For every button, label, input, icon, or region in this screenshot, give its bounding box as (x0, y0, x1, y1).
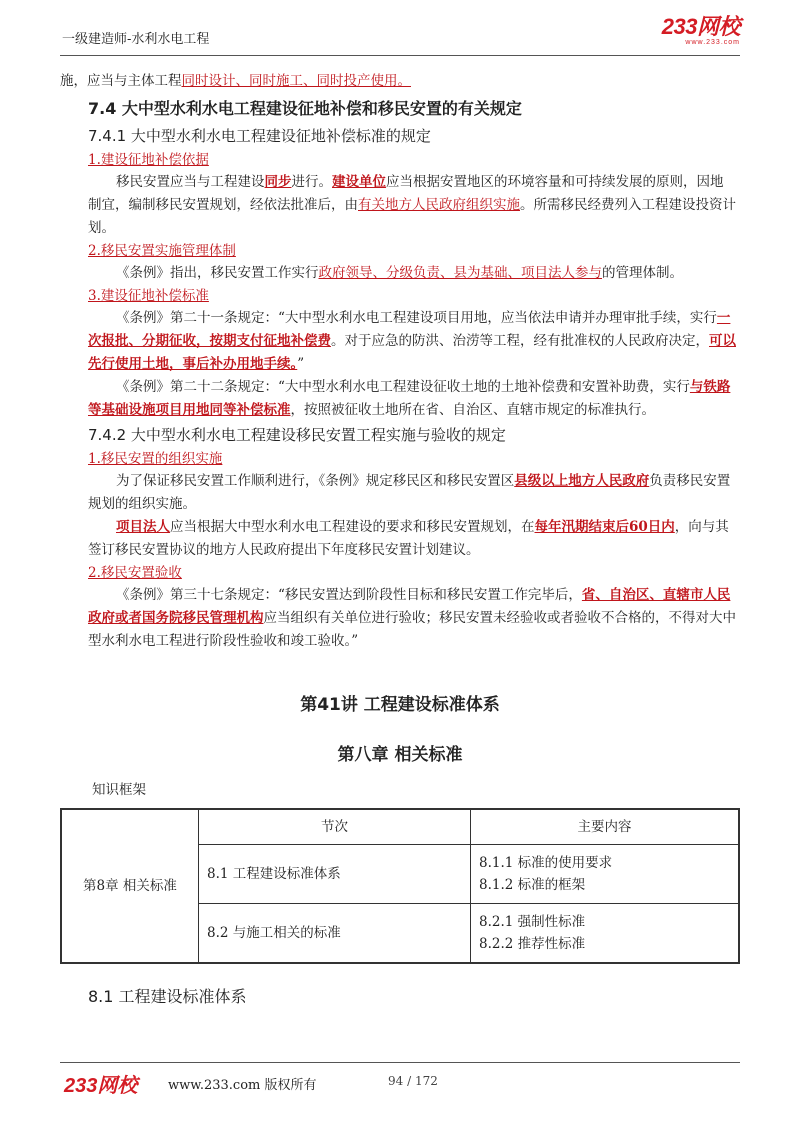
content-item: 8.2.2 推荐性标准 (479, 936, 586, 952)
paragraph-s1: 移民安置应当与工程建设同步进行。建设单位应当根据安置地区的环境容量和可持续发展的原则，因地制宜，编制移民安置规划，经依法批准后，由有关地方人民政府组织实施。所需移民经费列入工程建设投资计划。 (88, 174, 736, 236)
paragraph-s3-1: 《条例》第二十一条规定：“大中型水利水电工程建设项目用地，应当依法申请并办理审批手续，实行一次报批、分期征收，按期支付征地补偿费。对于应急的防洪、治涝等工程，经有批准权的人民政府决定，可以先行使用土地，事后补办用地手续。” (88, 310, 736, 372)
framework-label: 知识框架 (92, 782, 146, 798)
lecture-title: 第41讲 工程建设标准体系 (300, 695, 500, 715)
chapter-cell: 第8章 相关标准 (61, 809, 199, 963)
brand-logo-text: 233网校 (661, 14, 740, 39)
intro-highlight: 同时设计、同时施工、同时投产使用。 (181, 73, 411, 89)
paragraph-s2: 《条例》指出，移民安置工作实行政府领导、分级负责、县为基础、项目法人参与的管理体制。 (116, 265, 683, 281)
section-cell: 8.1 工程建设标准体系 (199, 845, 471, 904)
heading-7-4-2: 7.4.2 大中型水利水电工程建设移民安置工程实施与验收的规定 (88, 426, 506, 444)
content-item: 8.1.2 标准的框架 (479, 877, 586, 893)
header-section: 节次 (199, 809, 471, 845)
paragraph-t1-1: 为了保证移民安置工作顺利进行，《条例》规定移民区和移民安置区县级以上地方人民政府负责移民安置规划的组织实施。 (88, 473, 731, 512)
footer-divider (60, 1062, 740, 1063)
subheading-2: 2.移民安置实施管理体制 (88, 243, 236, 259)
content-item: 8.2.1 强制性标准 (479, 914, 586, 930)
header-title: 一级建造师-水利水电工程 (62, 32, 210, 47)
section-cell: 8.2 与施工相关的标准 (199, 904, 471, 964)
paragraph-s3-2: 《条例》第二十二条规定：“大中型水利水电工程建设征收土地的土地补偿费和安置补助费，实行与铁路等基础设施项目用地同等补偿标准，按照被征收土地所在省、自治区、直辖市规定的标准执行。 (88, 379, 731, 418)
header-content: 主要内容 (471, 809, 740, 845)
paragraph-t2: 《条例》第三十七条规定：“移民安置达到阶段性目标和移民安置工作完毕后，省、自治区、直辖市人民政府或者国务院移民管理机构应当组织有关单位进行验收；移民安置未经验收或者验收不合格的，不得对大中型水利水电工程进行阶段性验收和竣工验收。” (88, 587, 736, 649)
heading-7-4: 7.4 大中型水利水电工程建设征地补偿和移民安置的有关规定 (88, 99, 522, 118)
header-divider (60, 55, 740, 56)
paragraph-t1-2: 项目法人应当根据大中型水利水电工程建设的要求和移民安置规划，在每年汛期结束后60日内，向与其签订移民安置协议的地方人民政府提出下年度移民安置计划建议。 (88, 519, 729, 558)
intro-paragraph (60, 70, 736, 93)
brand-logo-url: www.233.com (685, 39, 740, 46)
footer-logo[interactable]: 233网校 (64, 1075, 138, 1097)
subheading-t1: 1.移民安置的组织实施 (88, 451, 223, 467)
content-cell (471, 904, 740, 964)
page-header (60, 0, 740, 56)
knowledge-framework-table (60, 808, 740, 964)
subheading-1: 1.建设征地补偿依据 (88, 152, 209, 168)
heading-7-4-1: 7.4.1 大中型水利水电工程建设征地补偿标准的规定 (88, 127, 431, 145)
subheading-3: 3.建设征地补偿标准 (88, 288, 209, 304)
subheading-t2: 2.移民安置验收 (88, 565, 182, 581)
page-number: 94 / 172 (388, 1074, 438, 1088)
brand-logo[interactable] (662, 16, 740, 46)
document-body (60, 70, 736, 653)
heading-8-1: 8.1 工程建设标准体系 (88, 987, 247, 1006)
footer-copyright: www.233.com 版权所有 (168, 1078, 317, 1093)
intro-text: 施，应当与主体工程 (60, 73, 182, 89)
table-header-row (61, 809, 739, 845)
content-item: 8.1.1 标准的使用要求 (479, 855, 613, 871)
chapter-title: 第八章 相关标准 (337, 745, 463, 765)
content-cell (471, 845, 740, 904)
